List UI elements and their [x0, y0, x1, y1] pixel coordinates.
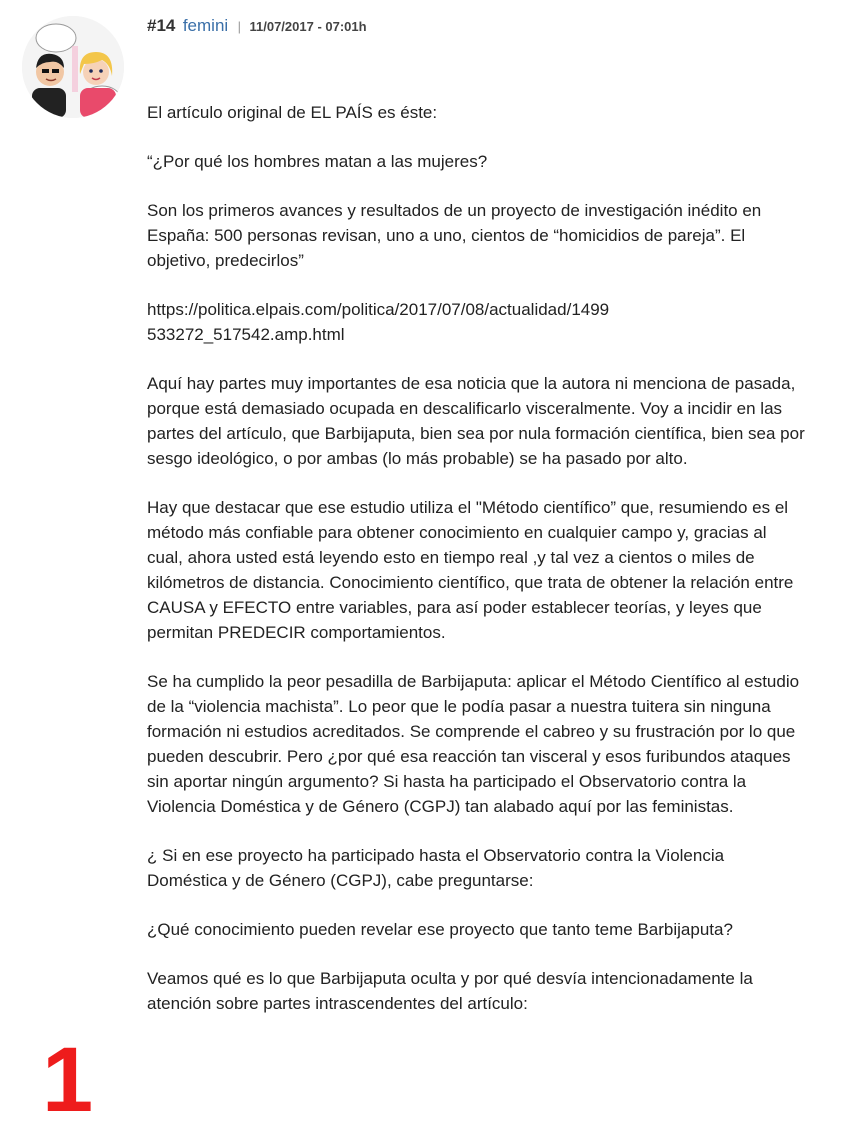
comment-paragraph: Se ha cumplido la peor pesadilla de Barbijaputa: aplicar el Método Científico al estudio de la “violencia machista”. Lo peor que le podía pasar a nuestra tuitera sin ninguna formación ni estudios acreditados. Se comprende el cabreo y su frustración por lo que pueden descubrir. Pero ¿por qué esa reacción tan visceral y esos furibundos ataques sin aportar ningún argumento? Si hasta ha participado el Observatorio contra la Violencia Doméstica y de Género (CGPJ) tan alabado aquí por las feministas. — [147, 672, 800, 816]
comment-date: 11/07/2017 - 07:01h — [249, 19, 367, 34]
comment-paragraph: ¿ Si en ese proyecto ha participado hasta el Observatorio contra la Violencia Doméstica y de Género (CGPJ), cabe preguntarse: — [147, 846, 725, 890]
comment-paragraph: “¿Por qué los hombres matan a las mujeres? — [147, 152, 488, 171]
comment-paragraph: Son los primeros avances y resultados de un proyecto de investigación inédito en España: 500 personas revisan, uno a uno, cientos de “homicidios de pareja”. El objetivo, predecirlos” — [147, 201, 762, 270]
comment-paragraph: El artículo original de EL PAÍS es éste: — [147, 103, 438, 122]
comment-paragraph: Aquí hay partes muy importantes de esa noticia que la autora ni menciona de pasada, porque está demasiado ocupada en descalificarlo visceralmente. Voy a incidir en las partes del artículo, que Barbijaputa, bien sea por nula formación científica, bien sea por sesgo ideológico, o por ambas (lo más probable) se ha pasado por alto. — [147, 374, 805, 468]
cartoon-avatar-icon — [22, 16, 124, 118]
article-url: https://politica.elpais.com/politica/2017/07/08/actualidad/1499533272_517542.amp.html — [147, 300, 610, 344]
comment-paragraph: Veamos qué es lo que Barbijaputa oculta y por qué desvía intencionadamente la atención sobre partes intrascendentes del artículo: — [147, 969, 753, 1013]
comment-paragraph: ¿Qué conocimiento pueden revelar ese proyecto que tanto teme Barbijaputa? — [147, 920, 733, 939]
author-link[interactable]: femini — [182, 16, 229, 35]
comment-paragraph: Hay que destacar que ese estudio utiliza el "Método científico” que, resumiendo es el método más confiable para obtener conocimiento en cualquier campo y, gracias al cual, ahora usted está leyendo esto en tiempo real ,y tal vez a cientos o miles de kilómetros de distancia. Conocimiento científico, que trata de obtener la relación entre CAUSA y EFECTO entre variables, para así poder establecer teorías, y leyes que permitan PREDECIR comportamientos. — [147, 498, 794, 642]
comment-body — [147, 100, 807, 1040]
comment-number[interactable]: #14 — [147, 16, 176, 35]
page-marker: 1 — [42, 1029, 94, 1131]
avatar[interactable] — [22, 16, 124, 118]
comment-header — [147, 14, 367, 38]
meta-separator: | — [237, 19, 242, 34]
